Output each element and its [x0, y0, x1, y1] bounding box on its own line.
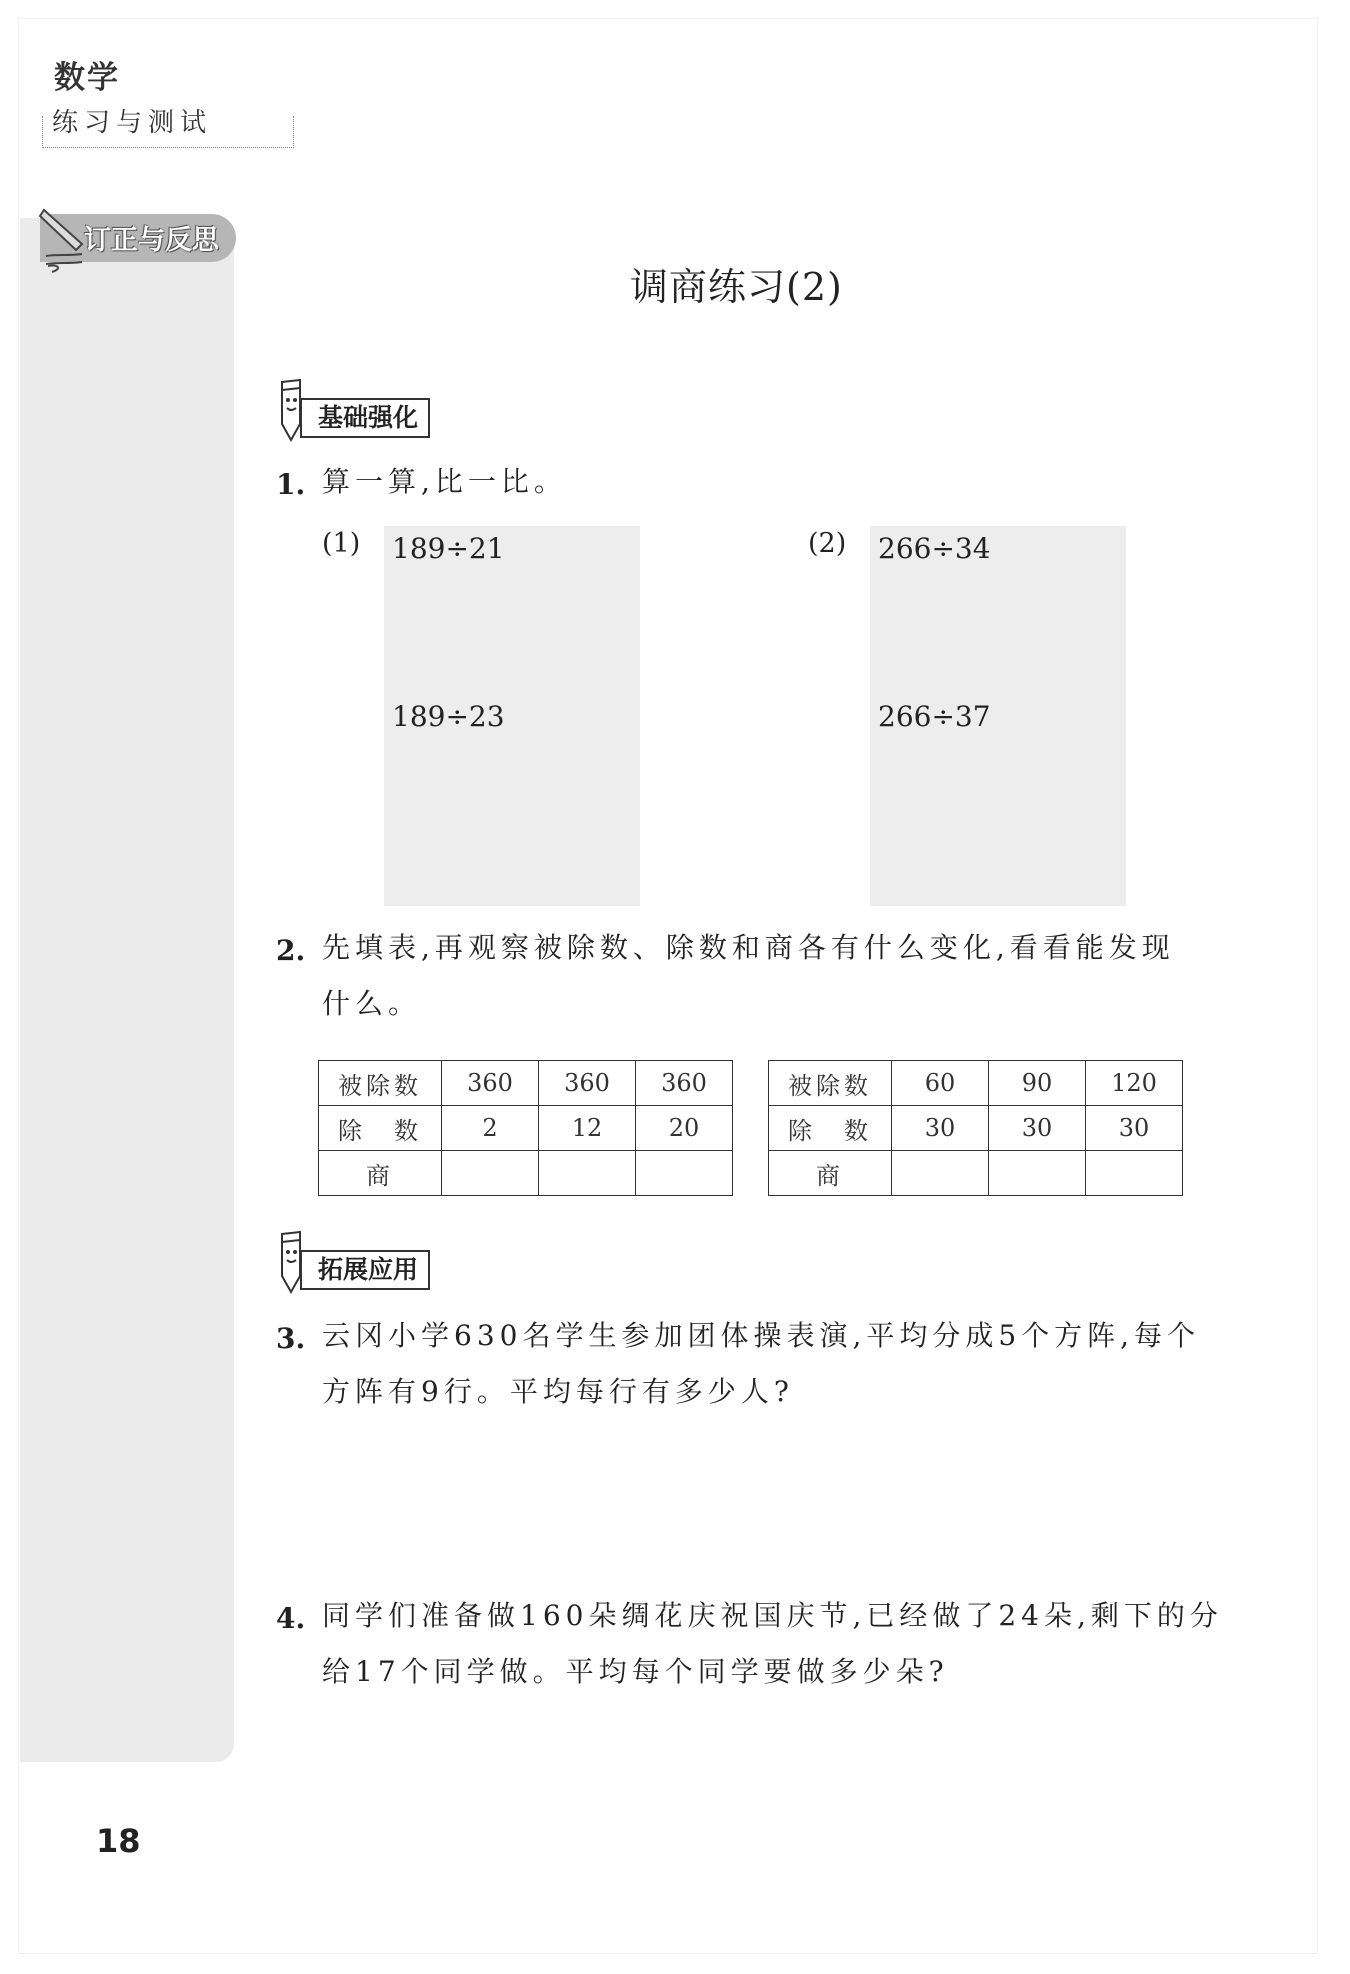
table-cell: 60: [892, 1061, 989, 1106]
question-number: 2.: [276, 934, 306, 967]
table-cell: 360: [539, 1061, 636, 1106]
correction-sidebar: [20, 218, 234, 1762]
question-text-line2: 什么。: [322, 987, 422, 1020]
table-header-cell: 被除数: [769, 1061, 892, 1106]
table-header-cell: 商: [769, 1151, 892, 1196]
table-row: [319, 1106, 733, 1151]
section-extended-badge: 拓展应用: [300, 1250, 430, 1290]
table-cell: 12: [539, 1106, 636, 1151]
page-number: 18: [96, 1822, 141, 1860]
table-cell: 30: [989, 1106, 1086, 1151]
table-header-cell: 除 数: [769, 1106, 892, 1151]
question-text: 算一算,比一比。: [322, 465, 567, 498]
subquestion-label: (1): [322, 528, 361, 559]
answer-cell[interactable]: [892, 1151, 989, 1196]
table-cell: 30: [892, 1106, 989, 1151]
answer-cell[interactable]: [636, 1151, 733, 1196]
table-row: [769, 1106, 1183, 1151]
table-cell: 90: [989, 1061, 1086, 1106]
data-table-1: [318, 1060, 733, 1196]
data-table-2: [768, 1060, 1183, 1196]
expression: 266÷34: [878, 532, 991, 565]
table-cell: 20: [636, 1106, 733, 1151]
table-cell: 360: [442, 1061, 539, 1106]
question-number: 1.: [276, 468, 306, 501]
question-text-line1: 先填表,再观察被除数、除数和商各有什么变化,看看能发现: [322, 931, 1175, 964]
table-header-cell: 被除数: [319, 1061, 442, 1106]
table-cell: 2: [442, 1106, 539, 1151]
question-number: 3.: [276, 1322, 306, 1355]
sidebar-label: 订正与反思: [84, 225, 219, 256]
table-header-cell: 除 数: [319, 1106, 442, 1151]
header-dotted-frame: [42, 116, 294, 148]
question-text-line1: 同学们准备做160朵绸花庆祝国庆节,已经做了24朵,剩下的分: [322, 1599, 1223, 1632]
question-text-line1: 云冈小学630名学生参加团体操表演,平均分成5个方阵,每个: [322, 1319, 1201, 1352]
question-number: 4.: [276, 1602, 306, 1635]
table-header-cell: 商: [319, 1151, 442, 1196]
table-row: [319, 1151, 733, 1196]
table-row: [769, 1151, 1183, 1196]
book-series-title: 练习与测试: [52, 108, 213, 138]
expression: 189÷23: [392, 700, 505, 733]
answer-cell[interactable]: [539, 1151, 636, 1196]
table-row: [319, 1061, 733, 1106]
question-text-line2: 方阵有9行。平均每行有多少人?: [322, 1375, 794, 1408]
book-subject: 数学: [54, 60, 120, 96]
answer-cell[interactable]: [442, 1151, 539, 1196]
subquestion-label: (2): [808, 528, 847, 559]
table-cell: 30: [1086, 1106, 1183, 1151]
answer-cell[interactable]: [989, 1151, 1086, 1196]
table-cell: 360: [636, 1061, 733, 1106]
expression: 266÷37: [878, 700, 991, 733]
table-row: [769, 1061, 1183, 1106]
expression: 189÷21: [392, 532, 505, 565]
table-cell: 120: [1086, 1061, 1183, 1106]
question-text-line2: 给17个同学做。平均每个同学要做多少朵?: [322, 1655, 949, 1688]
section-basic-badge: 基础强化: [300, 398, 430, 438]
answer-cell[interactable]: [1086, 1151, 1183, 1196]
lesson-title: 调商练习(2): [630, 265, 843, 309]
